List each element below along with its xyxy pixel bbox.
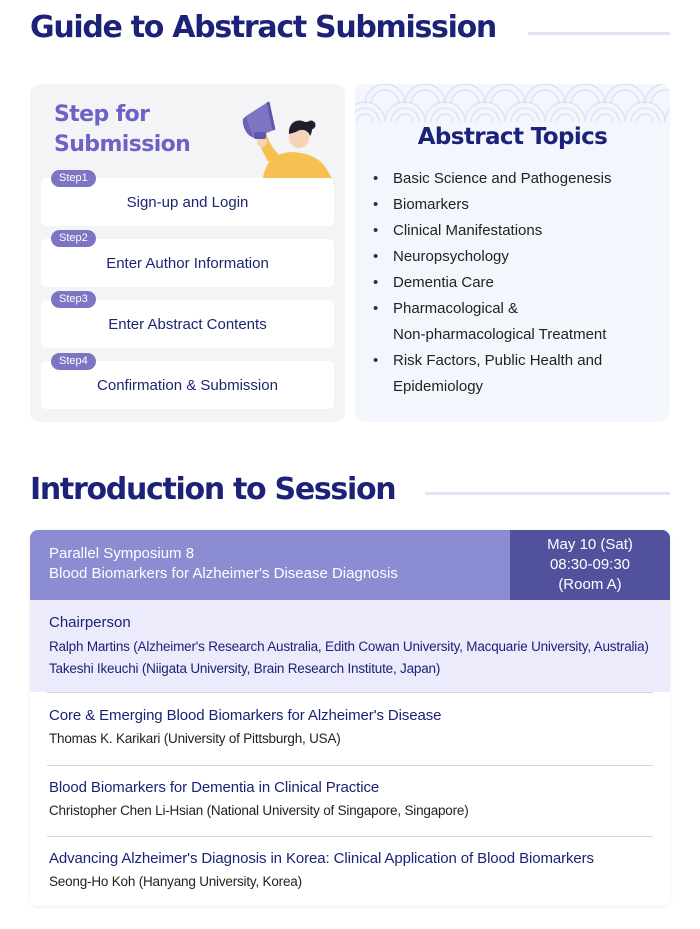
step-card-2: Enter Author Information <box>41 239 334 287</box>
steps-heading-line1: Step for <box>54 102 150 127</box>
talk-title: Advancing Alzheimer's Diagnosis in Korea: Clinical Application of Blood Biomarkers <box>49 850 594 867</box>
chairperson-label: Chairperson <box>49 614 131 631</box>
topic-text: Pharmacological & <box>393 300 519 317</box>
steps-heading <box>54 100 190 160</box>
bullet-icon: • <box>373 352 379 369</box>
step-badge-4: Step4 <box>51 353 96 370</box>
topic-text: Basic Science and Pathogenesis <box>393 170 612 187</box>
step-card-1: Sign-up and Login <box>41 178 334 226</box>
talk-speaker: Christopher Chen Li-Hsian (National University of Singapore, Singapore) <box>49 803 469 818</box>
session-date: May 10 (Sat) <box>547 536 633 553</box>
session-schedule <box>510 530 670 600</box>
session-title: Introduction to Session <box>30 472 396 507</box>
step-badge-2: Step2 <box>51 230 96 247</box>
chairperson-2: Takeshi Ikeuchi (Niigata University, Brain Research Institute, Japan) <box>49 661 441 676</box>
session-table <box>30 530 670 906</box>
talk-title: Core & Emerging Blood Biomarkers for Alzheimer's Disease <box>49 707 442 724</box>
topic-item <box>373 296 663 348</box>
chairperson-1: Ralph Martins (Alzheimer's Research Australia, Edith Cowan University, Macquarie University, Australia) <box>49 639 649 654</box>
session-name: Parallel Symposium 8 <box>49 545 195 562</box>
session-time: 08:30-09:30 <box>549 556 631 573</box>
topic-item <box>373 218 663 244</box>
topic-text: Epidemiology <box>393 378 484 395</box>
wave-pattern-icon <box>355 84 670 122</box>
talk-title: Blood Biomarkers for Dementia in Clinical Practice <box>49 779 380 796</box>
topic-item <box>373 270 663 296</box>
topics-panel <box>355 84 670 422</box>
session-header <box>30 530 510 600</box>
session-title-rule <box>425 492 670 495</box>
topic-item <box>373 166 663 192</box>
bullet-icon: • <box>373 248 379 265</box>
topic-item <box>373 348 663 400</box>
bullet-icon: • <box>373 196 379 213</box>
topic-text: Non-pharmacological Treatment <box>393 326 607 343</box>
topics-heading: Abstract Topics <box>417 124 608 150</box>
steps-panel <box>30 84 345 422</box>
topic-text: Neuropsychology <box>393 248 509 265</box>
topic-item <box>373 244 663 270</box>
step-card-4: Confirmation & Submission <box>41 361 334 409</box>
bullet-icon: • <box>373 274 379 291</box>
step-card-3: Enter Abstract Contents <box>41 300 334 348</box>
bullet-icon: • <box>373 300 379 317</box>
step-badge-1: Step1 <box>51 170 96 187</box>
session-room: (Room A) <box>558 576 622 593</box>
megaphone-person-icon <box>210 92 345 184</box>
topic-text: Clinical Manifestations <box>393 222 543 239</box>
chairperson-block <box>30 600 670 692</box>
topic-item <box>373 192 663 218</box>
topic-text: Dementia Care <box>393 274 494 291</box>
talk-row-3 <box>30 836 670 906</box>
bullet-icon: • <box>373 222 379 239</box>
talk-row-1 <box>30 693 670 764</box>
bullet-icon: • <box>373 170 379 187</box>
session-topic: Blood Biomarkers for Alzheimer's Disease Diagnosis <box>49 565 398 582</box>
topics-list <box>373 166 663 400</box>
talk-speaker: Thomas K. Karikari (University of Pittsburgh, USA) <box>49 731 341 746</box>
talk-speaker: Seong-Ho Koh (Hanyang University, Korea) <box>49 874 302 889</box>
talk-row-2 <box>30 765 670 836</box>
topic-text: Biomarkers <box>393 196 469 213</box>
topic-text: Risk Factors, Public Health and <box>393 352 603 369</box>
guide-title: Guide to Abstract Submission <box>30 10 496 45</box>
guide-title-rule <box>528 32 670 35</box>
step-badge-3: Step3 <box>51 291 96 308</box>
steps-heading-line2: Submission <box>54 132 191 157</box>
